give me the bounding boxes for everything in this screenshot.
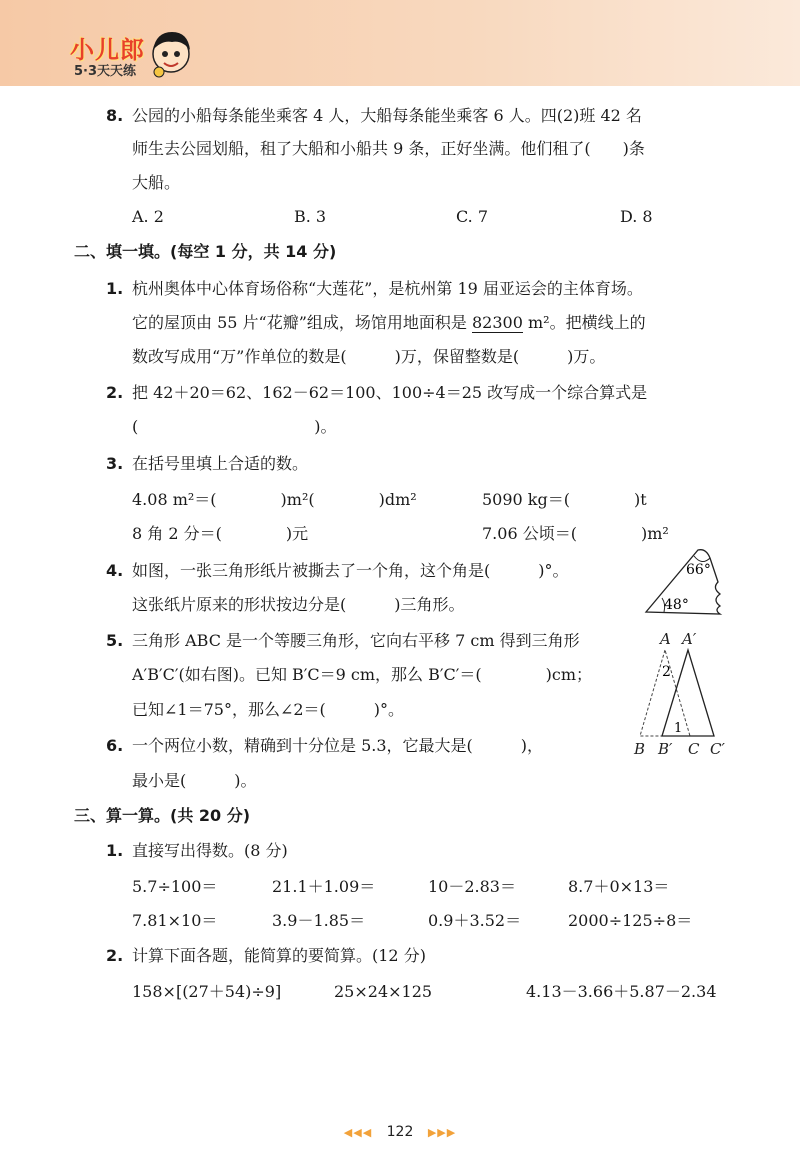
s2-q2-line2: ( )。 <box>132 417 337 436</box>
left-arrows-icon: ◀◀◀ <box>343 1126 373 1139</box>
calc-item: 7.81×10＝ <box>132 911 218 930</box>
angle-66-label: 66° <box>686 562 711 578</box>
q8-option-d: D. 8 <box>620 207 653 226</box>
s2-q5-line3: 已知∠1＝75°，那么∠2＝( )°。 <box>132 700 405 719</box>
s2-q1-line3: 数改写成用“万”作单位的数是( )万，保留整数是( )万。 <box>132 347 606 366</box>
page-footer <box>0 1124 800 1148</box>
right-arrows-icon: ▶▶▶ <box>427 1126 457 1139</box>
translated-triangle-figure <box>628 622 738 762</box>
angle-2-label: 2 <box>662 664 671 680</box>
angle-48-label: 48° <box>664 597 689 613</box>
calc-item: 3.9－1.85＝ <box>272 911 366 930</box>
vertex-b-label: B <box>634 740 646 758</box>
s2-q6-number: 6. <box>106 736 124 755</box>
s2-q3-number: 3. <box>106 454 124 473</box>
q8-line3: 大船。 <box>132 173 181 192</box>
angle-1-label: 1 <box>674 721 683 736</box>
vertex-b-prime-label: B′ <box>658 740 673 758</box>
section-3-title: 三、算一算。(共 20 分) <box>74 806 251 825</box>
q8-option-b: B. 3 <box>294 207 327 226</box>
s2-q3-row1-a: 4.08 m²＝( )m²( )dm² <box>132 490 417 509</box>
s2-q5-number: 5. <box>106 631 124 650</box>
logo-subtitle: 5·3天天练 <box>74 64 137 79</box>
s2-q3-row1-b: 5090 kg＝( )t <box>482 490 647 509</box>
calc-expression: 25×24×125 <box>334 982 433 1001</box>
calc-item: 0.9＋3.52＝ <box>428 911 522 930</box>
calc-item: 5.7÷100＝ <box>132 877 218 896</box>
s3-q1-line1: 直接写出得数。(8 分) <box>132 841 288 860</box>
s2-q2-number: 2. <box>106 383 124 402</box>
s2-q4-line1: 如图，一张三角形纸片被撕去了一个角，这个角是( )°。 <box>132 561 569 580</box>
s2-q4-line2: 这张纸片原来的形状按边分是( )三角形。 <box>132 595 465 614</box>
s2-q1-line2-start: 它的屋顶由 55 片“花瓣”组成，场馆用地面积是 <box>132 313 472 332</box>
vertex-a-label: A <box>660 630 671 648</box>
vertex-a-prime-label: A′ <box>682 630 697 648</box>
vertex-c-label: C <box>688 740 700 758</box>
s2-q6-line1: 一个两位小数，精确到十分位是 5.3，它最大是( )， <box>132 736 544 755</box>
section-2-title: 二、填一填。(每空 1 分，共 14 分) <box>74 242 337 261</box>
s3-q2-number: 2. <box>106 946 124 965</box>
underlined-area-value: 82300 <box>471 313 523 332</box>
torn-triangle-figure <box>640 544 730 618</box>
logo-text: 小儿郎 <box>70 36 145 64</box>
calc-item: 8.7＋0×13＝ <box>568 877 670 896</box>
q8-line2: 师生去公园划船，租了大船和小船共 9 条，正好坐满。他们租了( )条 <box>132 139 645 158</box>
calc-expression: 158×[(27＋54)÷9] <box>132 982 282 1001</box>
s2-q5-line2: A′B′C′(如右图)。已知 B′C＝9 cm，那么 B′C′＝( )cm； <box>132 665 593 684</box>
q8-option-a: A. 2 <box>132 207 164 226</box>
mascot-icon <box>148 28 194 80</box>
s2-q1-line1: 杭州奥体中心体育场俗称“大莲花”，是杭州第 19 届亚运会的主体育场。 <box>132 279 643 298</box>
page-number: 122 <box>386 1124 414 1140</box>
s2-q1-line2 <box>132 313 646 333</box>
calc-item: 21.1＋1.09＝ <box>272 877 376 896</box>
q8-option-c: C. 7 <box>456 207 489 226</box>
s2-q6-line2: 最小是( )。 <box>132 771 257 790</box>
s2-q2-line1: 把 42＋20＝62、162－62＝100、100÷4＝25 改写成一个综合算式是 <box>132 383 648 402</box>
calc-item: 2000÷125÷8＝ <box>568 911 693 930</box>
s2-q1-line2-end: m²。把横线上的 <box>522 313 646 332</box>
q8-number: 8. <box>106 106 124 125</box>
s2-q1-number: 1. <box>106 279 124 298</box>
s3-q2-line1: 计算下面各题，能简算的要简算。(12 分) <box>132 946 426 965</box>
s2-q3-row2-b: 7.06 公顷＝( )m² <box>482 524 669 543</box>
s2-q4-number: 4. <box>106 561 124 580</box>
calc-expression: 4.13－3.66＋5.87－2.34 <box>526 982 717 1001</box>
s2-q3-row2-a: 8 角 2 分＝( )元 <box>132 524 309 543</box>
q8-line1: 公园的小船每条能坐乘客 4 人，大船每条能坐乘客 6 人。四(2)班 42 名 <box>132 106 642 125</box>
calc-item: 10－2.83＝ <box>428 877 516 896</box>
s2-q5-line1: 三角形 ABC 是一个等腰三角形，它向右平移 7 cm 得到三角形 <box>132 631 580 650</box>
header-banner <box>0 0 800 86</box>
s3-q1-number: 1. <box>106 841 124 860</box>
vertex-c-prime-label: C′ <box>710 740 725 758</box>
s2-q3-line1: 在括号里填上合适的数。 <box>132 454 309 473</box>
